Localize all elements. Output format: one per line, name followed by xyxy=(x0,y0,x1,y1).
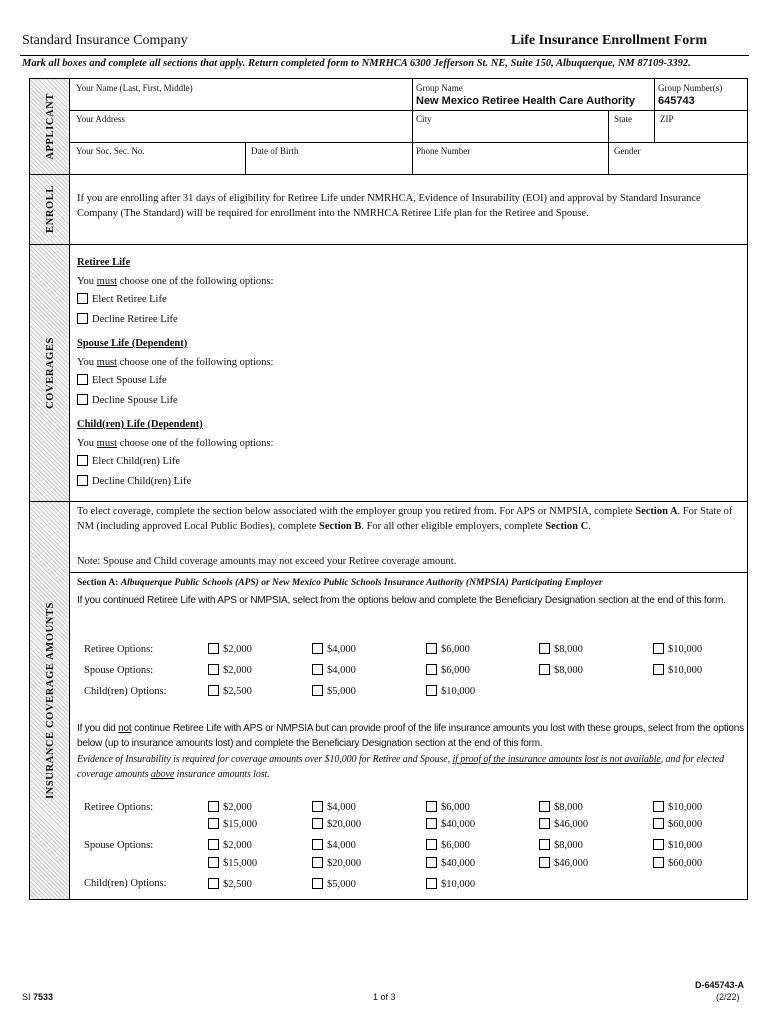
checkbox[interactable] xyxy=(208,857,219,868)
a-spouse-options-label: Spouse Options: xyxy=(84,665,154,676)
name-field-label[interactable]: Your Name (Last, First, Middle) xyxy=(76,83,193,93)
amount-option[interactable]: $4,000 xyxy=(312,643,356,655)
checkbox[interactable] xyxy=(539,664,550,675)
checkbox[interactable] xyxy=(539,801,550,812)
checkbox[interactable] xyxy=(77,394,88,405)
amount-option[interactable]: $8,000 xyxy=(539,643,583,655)
form-date: (2/22) xyxy=(716,992,740,1002)
amount-option[interactable]: $20,000 xyxy=(312,857,361,869)
checkbox[interactable] xyxy=(653,801,664,812)
amount-option[interactable]: $2,500 xyxy=(208,685,252,697)
amount-option[interactable]: $4,000 xyxy=(312,839,356,851)
a-child-options-label: Child(ren) Options: xyxy=(84,686,167,697)
amount-option[interactable]: $40,000 xyxy=(426,857,475,869)
decline-retiree-life-option[interactable]: Decline Retiree Life xyxy=(77,313,178,325)
section-label-enroll: ENROLL xyxy=(44,185,56,233)
checkbox[interactable] xyxy=(426,857,437,868)
amount-option[interactable]: $10,000 xyxy=(653,643,702,655)
checkbox[interactable] xyxy=(426,839,437,850)
elect-retiree-life-option[interactable]: Elect Retiree Life xyxy=(77,293,167,305)
divider-coverages xyxy=(30,501,748,502)
city-field-label[interactable]: City xyxy=(416,114,432,124)
checkbox[interactable] xyxy=(208,801,219,812)
checkbox[interactable] xyxy=(312,643,323,654)
checkbox[interactable] xyxy=(653,664,664,675)
amount-option[interactable]: $2,000 xyxy=(208,801,252,813)
checkbox[interactable] xyxy=(77,313,88,324)
retiree-must-choose: You must choose one of the following options: xyxy=(77,276,274,287)
address-field-label[interactable]: Your Address xyxy=(76,114,125,124)
checkbox[interactable] xyxy=(539,818,550,829)
section-a-divider xyxy=(70,572,748,573)
amount-option[interactable]: $6,000 xyxy=(426,643,470,655)
amount-option[interactable]: $4,000 xyxy=(312,664,356,676)
amount-option[interactable]: $10,000 xyxy=(653,664,702,676)
elect-child-life-option[interactable]: Elect Child(ren) Life xyxy=(77,455,180,467)
amount-option[interactable]: $40,000 xyxy=(426,818,475,830)
checkbox[interactable] xyxy=(208,839,219,850)
amount-option[interactable]: $60,000 xyxy=(653,818,702,830)
amount-option[interactable]: $6,000 xyxy=(426,664,470,676)
checkbox[interactable] xyxy=(426,685,437,696)
company-name: Standard Insurance Company xyxy=(22,33,188,48)
checkbox[interactable] xyxy=(426,801,437,812)
child-must-choose: You must choose one of the following options: xyxy=(77,438,274,449)
amount-option[interactable]: $20,000 xyxy=(312,818,361,830)
applicant-col-line-5 xyxy=(245,142,246,174)
amount-option[interactable]: $5,000 xyxy=(312,878,356,890)
checkbox[interactable] xyxy=(312,818,323,829)
b-child-options-label: Child(ren) Options: xyxy=(84,878,167,889)
spouse-must-choose: You must choose one of the following options: xyxy=(77,357,274,368)
zip-field-label[interactable]: ZIP xyxy=(660,114,674,124)
amount-option[interactable]: $8,000 xyxy=(539,801,583,813)
amount-option[interactable]: $2,000 xyxy=(208,839,252,851)
b-spouse-options-label: Spouse Options: xyxy=(84,840,154,851)
b-retiree-options-label: Retiree Options: xyxy=(84,802,154,813)
section-label-amounts: INSURANCE COVERAGE AMOUNTS xyxy=(44,601,56,800)
amount-option[interactable]: $6,000 xyxy=(426,839,470,851)
applicant-col-line-3 xyxy=(608,110,609,174)
amount-option[interactable]: $6,000 xyxy=(426,801,470,813)
checkbox[interactable] xyxy=(312,857,323,868)
checkbox[interactable] xyxy=(77,455,88,466)
elect-spouse-life-option[interactable]: Elect Spouse Life xyxy=(77,374,167,386)
header-divider xyxy=(20,55,749,56)
retiree-life-title: Retiree Life xyxy=(77,257,131,268)
enroll-text: If you are enrolling after 31 days of eligibility for Retiree Life under NMRHCA, Evidence of Insurability (EOI) and approval by Standard Insurance Company (The Standard) will be required for enrollment into the NMRHCA Retiree Life plan for the Retiree and Spouse. xyxy=(77,193,701,219)
form-title: Life Insurance Enrollment Form xyxy=(511,33,708,48)
checkbox[interactable] xyxy=(77,293,88,304)
amount-option[interactable]: $5,000 xyxy=(312,685,356,697)
amount-option[interactable]: $46,000 xyxy=(539,857,588,869)
checkbox[interactable] xyxy=(653,818,664,829)
section-label-applicant: APPLICANT xyxy=(44,93,56,160)
eoi-text: Evidence of Insurability is required for coverage amounts over $10,000 for Retiree and Spouse, if proof of the insurance amounts lost is not available, and for elected coverage amounts above insurance amounts lost. xyxy=(77,754,725,780)
applicant-row-line-1 xyxy=(70,110,748,111)
group-number-value: 645743 xyxy=(658,95,695,107)
checkbox[interactable] xyxy=(653,643,664,654)
amount-option[interactable]: $8,000 xyxy=(539,664,583,676)
group-name-value: New Mexico Retiree Health Care Authority xyxy=(416,95,636,107)
amount-option[interactable]: $15,000 xyxy=(208,818,257,830)
ssn-field-label[interactable]: Your Soc. Sec. No. xyxy=(76,146,145,156)
applicant-col-line-2 xyxy=(654,79,655,110)
checkbox[interactable] xyxy=(77,374,88,385)
dob-field-label[interactable]: Date of Birth xyxy=(251,146,299,156)
spouse-life-title: Spouse Life (Dependent) xyxy=(77,338,188,349)
not-continued-text: If you did not continue Retiree Life with APS or NMPSIA but can provide proof of the life insurance amounts you lost with these groups, select from the options below (up to insurance amounts lost) and complete the Beneficiary Designation section at the end of this form. xyxy=(77,723,744,749)
amount-option[interactable]: $60,000 xyxy=(653,857,702,869)
page-number: 1 of 3 xyxy=(373,992,396,1002)
checkbox[interactable] xyxy=(312,839,323,850)
amount-option[interactable]: $2,000 xyxy=(208,643,252,655)
checkbox[interactable] xyxy=(539,839,550,850)
divider-applicant xyxy=(30,174,748,175)
decline-spouse-life-option[interactable]: Decline Spouse Life xyxy=(77,394,178,406)
form-code: D-645743-A xyxy=(695,980,745,990)
amount-option[interactable]: $10,000 xyxy=(653,839,702,851)
amount-option[interactable]: $10,000 xyxy=(653,801,702,813)
checkbox[interactable] xyxy=(77,475,88,486)
checkbox[interactable] xyxy=(426,818,437,829)
section-label-coverages: COVERAGES xyxy=(44,336,56,409)
amount-option[interactable]: $8,000 xyxy=(539,839,583,851)
phone-field-label[interactable]: Phone Number xyxy=(416,146,471,156)
checkbox[interactable] xyxy=(539,643,550,654)
instructions: Mark all boxes and complete all sections that apply. Return completed form to NMRHCA 6300 Jefferson St. NE, Suite 150, Albuquerque, NM 87109-3392. xyxy=(22,58,691,69)
gender-field-label[interactable]: Gender xyxy=(614,146,641,156)
amount-option[interactable]: $10,000 xyxy=(426,878,475,890)
section-a-heading: Section A: Albuquerque Public Schools (APS) or New Mexico Public Schools Insurance Authority (NMPSIA) Participating Employer xyxy=(77,578,603,588)
checkbox[interactable] xyxy=(208,818,219,829)
checkbox[interactable] xyxy=(653,857,664,868)
checkbox[interactable] xyxy=(312,664,323,675)
decline-child-life-option[interactable]: Decline Child(ren) Life xyxy=(77,475,191,487)
checkbox[interactable] xyxy=(426,643,437,654)
section-a-text: If you continued Retiree Life with APS or NMPSIA, select from the options below and complete the Beneficiary Designation section at the end of this form. xyxy=(77,595,726,606)
amount-option[interactable]: $2,500 xyxy=(208,878,252,890)
amount-option[interactable]: $2,000 xyxy=(208,664,252,676)
checkbox[interactable] xyxy=(426,878,437,889)
enrollment-form xyxy=(29,78,748,900)
applicant-col-line-4 xyxy=(654,110,655,142)
applicant-row-line-2 xyxy=(70,142,748,143)
group-number-label: Group Number(s) xyxy=(658,83,723,93)
checkbox[interactable] xyxy=(208,664,219,675)
checkbox[interactable] xyxy=(539,857,550,868)
checkbox[interactable] xyxy=(208,643,219,654)
checkbox[interactable] xyxy=(312,878,323,889)
amounts-intro: To elect coverage, complete the section below associated with the employer group you retired from. For APS or NMPSIA, complete Section A. For State of NM (including approved Local Public Bodies), complete Section B. For all other eligible employers, complete Section C. xyxy=(77,506,733,532)
checkbox[interactable] xyxy=(208,685,219,696)
amount-option[interactable]: $46,000 xyxy=(539,818,588,830)
amount-option[interactable]: $10,000 xyxy=(426,685,475,697)
divider-enroll xyxy=(30,244,748,245)
checkbox[interactable] xyxy=(312,801,323,812)
amount-option[interactable]: $15,000 xyxy=(208,857,257,869)
child-life-title: Child(ren) Life (Dependent) xyxy=(77,419,203,430)
group-name-label: Group Name xyxy=(416,83,463,93)
a-retiree-options-label: Retiree Options: xyxy=(84,644,154,655)
form-id: SI 7533 xyxy=(22,992,54,1002)
state-field-label[interactable]: State xyxy=(614,114,632,124)
checkbox[interactable] xyxy=(426,664,437,675)
checkbox[interactable] xyxy=(312,685,323,696)
applicant-col-line-1 xyxy=(412,79,413,174)
checkbox[interactable] xyxy=(208,878,219,889)
amounts-note: Note: Spouse and Child coverage amounts may not exceed your Retiree coverage amount. xyxy=(77,556,457,567)
checkbox[interactable] xyxy=(653,839,664,850)
amount-option[interactable]: $4,000 xyxy=(312,801,356,813)
